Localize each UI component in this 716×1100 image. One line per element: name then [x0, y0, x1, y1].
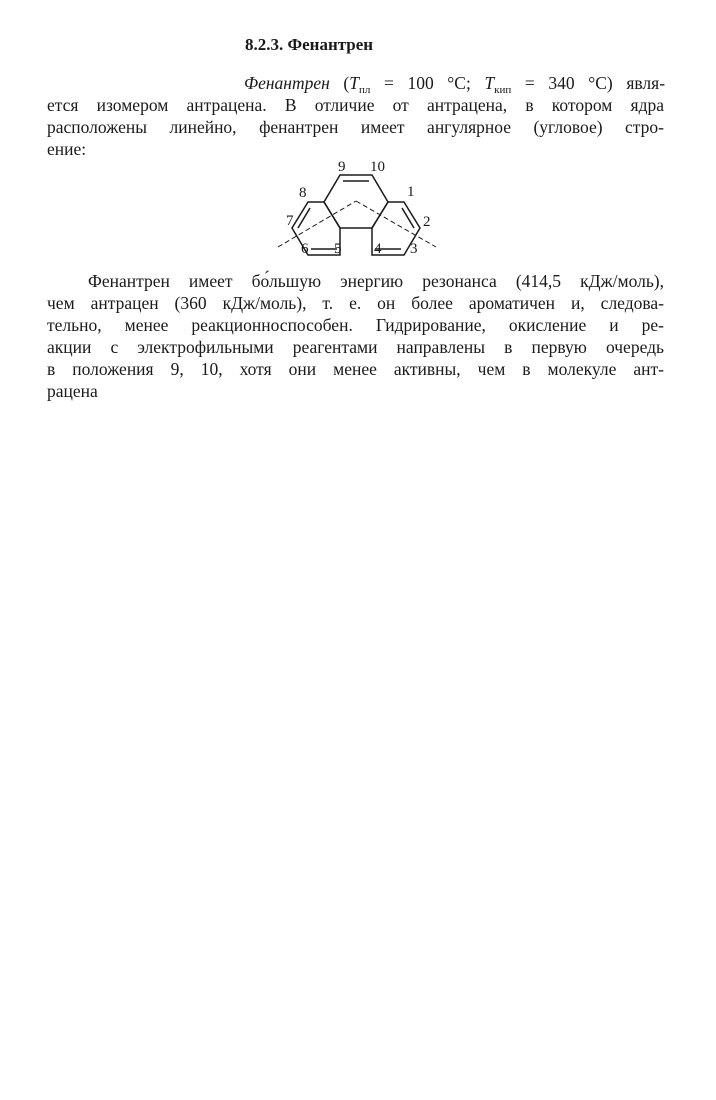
ring-left	[292, 202, 340, 255]
melting-symbol: T	[349, 73, 359, 93]
para1-line3: расположены линейно, фенантрен имеет ангулярное (угловое) стро-	[47, 117, 664, 137]
position-1: 1	[407, 184, 415, 200]
melting-value: = 100 °C;	[383, 73, 471, 93]
para2-line2: чем антрацен (360 кДж/моль), т. е. он более ароматичен и, следова-	[47, 293, 664, 313]
para1-line1-end: явля-	[626, 73, 666, 93]
para2-line4: акции с электрофильными реагентами направлены в первую очередь	[47, 337, 664, 357]
section-title: Фенантрен	[287, 35, 374, 54]
position-4: 4	[374, 241, 382, 257]
position-10: 10	[370, 159, 385, 175]
para1-line4: ение:	[47, 139, 87, 159]
para1-line2: ется изомером антрацена. В отличие от антрацена, в котором ядра	[47, 95, 664, 115]
position-6: 6	[301, 241, 309, 257]
section-number: 8.2.3.	[245, 35, 284, 54]
boiling-value: = 340 °C)	[524, 73, 613, 93]
melting-sub: пл	[358, 84, 371, 96]
position-3: 3	[410, 241, 418, 257]
position-5: 5	[334, 241, 342, 257]
paren-open: (	[343, 73, 350, 93]
position-9: 9	[338, 159, 346, 175]
section-heading	[245, 35, 373, 55]
term-phenanthrene: Фенантрен	[244, 73, 330, 93]
position-8: 8	[299, 185, 307, 201]
position-2: 2	[423, 214, 431, 230]
para2-line1: Фенантрен имеет бо́льшую энергию резонанса (414,5 кДж/моль),	[88, 271, 664, 291]
boiling-sub: кип	[494, 84, 512, 96]
para2-line6: рацена	[47, 381, 98, 401]
phenanthrene-structure	[270, 155, 450, 270]
para2-line3: тельно, менее реакционноспособен. Гидрирование, окисление и ре-	[47, 315, 664, 335]
boiling-symbol: T	[484, 73, 495, 93]
para2-line5: в положения 9, 10, хотя они менее активны, чем в молекуле ант-	[47, 359, 664, 379]
position-7: 7	[286, 213, 294, 229]
